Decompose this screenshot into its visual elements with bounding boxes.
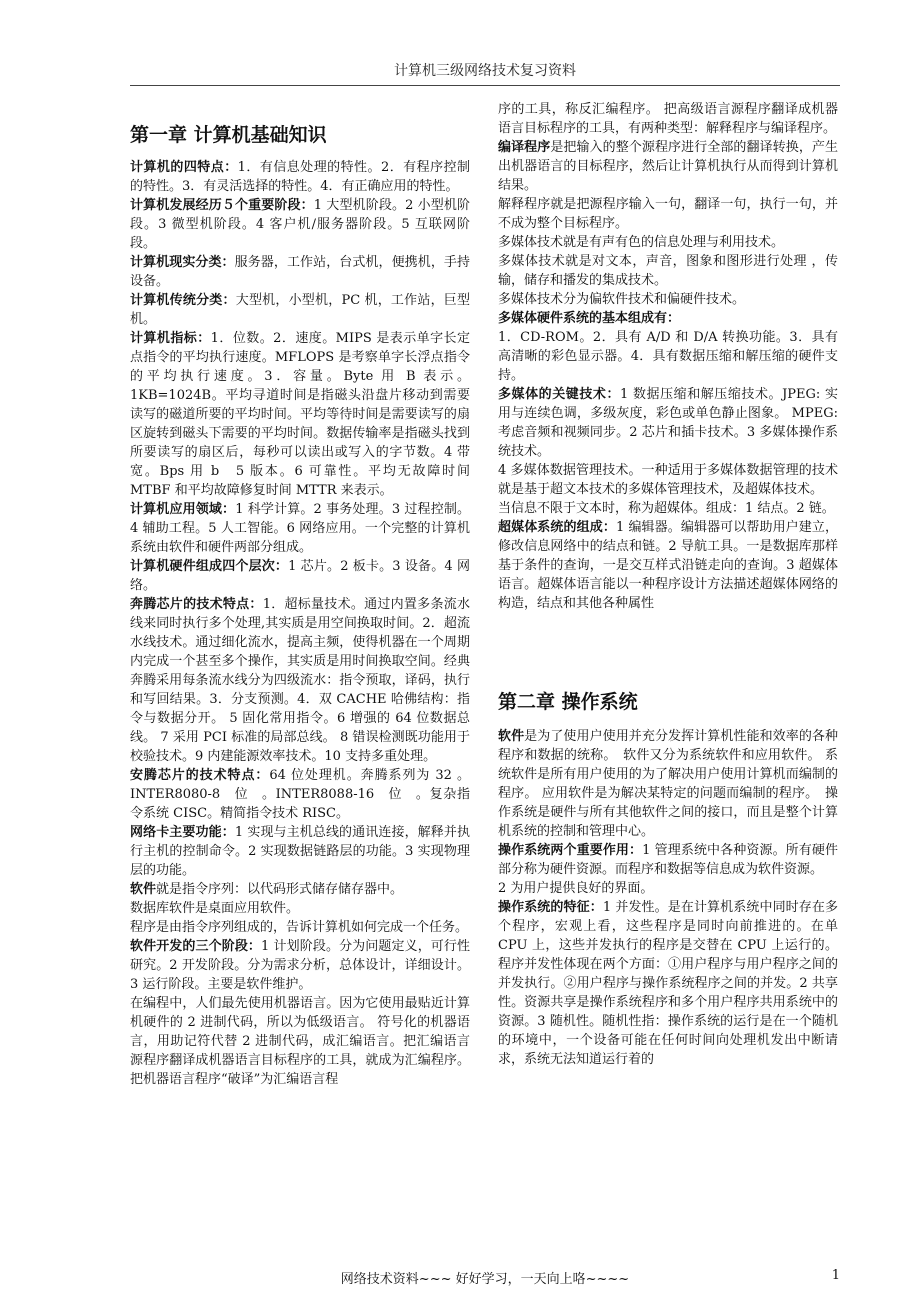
- paragraph: [130, 766, 470, 823]
- paragraph-heading: 软件: [498, 729, 525, 744]
- paragraph-text: 1 数据压缩和解压缩技术。JPEG: 实用与连续色调，多级灰度，彩色或单色静止图象。 MPEG: 考虑音频和视频同步。2 芯片和插卡技术。3 多媒体操作系统技术。: [498, 387, 838, 459]
- paragraph-text: 在编程中，人们最先使用机器语言。因为它使用最贴近计算机硬件的 2 进制代码，所以为低级语言。 符号化的机器语言，用助记符代替 2 进制代码，成汇编语言。把汇编语言源程序翻译成机器语言目标程序的工具，就成为汇编程序。 把机器语言程序“破译”为汇编语言程: [130, 996, 470, 1087]
- paragraph: [498, 290, 838, 309]
- paragraph: [498, 195, 838, 233]
- paragraph-heading: 计算机现实分类：: [130, 255, 235, 270]
- paragraph-text: 多媒体技术分为偏软件技术和偏硬件技术。: [498, 292, 746, 307]
- right-paragraphs-top: [498, 100, 838, 613]
- paragraph-text: 序的工具，称反汇编程序。 把高级语言源程序翻译成机器语言目标程序的工具，有两种类型：解释程序与编译程序。: [498, 102, 838, 136]
- page-footer: [130, 1268, 840, 1288]
- paragraph: [130, 291, 470, 329]
- paragraph-text: 1 管理系统中各种资源。所有硬件部分称为硬件资源。而程序和数据等信息成为软件资源。: [498, 843, 838, 877]
- paragraph: [130, 994, 470, 1089]
- paragraph-text: 1 编辑器。编辑器可以帮助用户建立，修改信息网络中的结点和链。2 导航工具。一是数据库那样基于条件的查询，一是交互样式沿链走向的查询。3 超媒体语言。超媒体语言能以一种程序设计方法描述超媒体网络的构造，结点和其他各种属性: [498, 520, 838, 611]
- paragraph: [498, 898, 838, 1069]
- paragraph-text: 多媒体技术就是有声有色的信息处理与利用技术。: [498, 235, 785, 250]
- paragraph-heading: 计算机传统分类：: [130, 293, 236, 308]
- paragraph-heading: 安腾芯片的技术特点：: [130, 768, 270, 783]
- paragraph-heading: 操作系统的特征：: [498, 900, 603, 915]
- paragraph-text: 1 大型机阶段。2 小型机阶段。3 微型机阶段。4 客户机/服务器阶段。5 互联网阶段。: [130, 198, 470, 251]
- paragraph-heading: 计算机的四特点：: [130, 160, 238, 175]
- paragraph-text: 1 芯片。2 板卡。3 设备。4 网络。: [130, 559, 470, 593]
- right-paragraphs-bottom: [498, 727, 838, 1069]
- chapter-1-title: 第一章 计算机基础知识: [130, 124, 327, 146]
- paragraph-text: 是为了使用户使用并充分发挥计算机性能和效率的各种程序和数据的统称。 软件又分为系统软件和应用软件。 系统软件是所有用户使用的为了解决用户使用计算机而编制的程序。 应用软件是为解决某特定的问题而编制的程序。 操作系统是硬件与所有其他软件之间的接口，而且是整个计算机系统的控制和管理中心。: [498, 729, 838, 839]
- paragraph: [498, 233, 838, 252]
- paragraph-text: 服务器，工作站，台式机，便携机，手持设备。: [130, 255, 470, 289]
- paragraph: [130, 196, 470, 253]
- paragraph-text: 数据库软件是桌面应用软件。: [130, 901, 300, 916]
- paragraph: [498, 727, 838, 841]
- paragraph-heading: 超媒体系统的组成：: [498, 520, 616, 535]
- left-column: [130, 100, 470, 1089]
- paragraph-heading: 软件开发的三个阶段：: [130, 939, 262, 954]
- paragraph-heading: 计算机应用领域：: [130, 502, 236, 517]
- paragraph-text: 程序是由指令序列组成的，告诉计算机如何完成一个任务。: [130, 920, 469, 935]
- paragraph-text: 4 多媒体数据管理技术。一种适用于多媒体数据管理的技术就是基于超文本技术的多媒体管理技术，及超媒体技术。: [498, 463, 838, 497]
- paragraph: [498, 499, 838, 518]
- paragraph: [130, 899, 470, 918]
- paragraph: [498, 879, 838, 898]
- page-header: 计算机三级网络技术复习资料: [394, 63, 576, 79]
- chapter-2-title: 第二章 操作系统: [498, 691, 638, 713]
- paragraph: [498, 385, 838, 461]
- paragraph-text: 1 科学计算。2 事务处理。3 过程控制。4 辅助工程。5 人工智能。6 网络应用。一个完整的计算机系统由软件和硬件两部分组成。: [130, 502, 470, 555]
- paragraph-heading: 多媒体的关键技术：: [498, 387, 621, 402]
- paragraph-text: 是把输入的整个源程序进行全部的翻译转换，产生出机器语言的目标程序，然后让计算机执行从而得到计算机结果。: [498, 140, 838, 193]
- paragraph-text: 1．位数。2．速度。MIPS 是表示单字长定点指令的平均执行速度。MFLOPS 是考察单字长浮点指令的平均执行速度。3．容量。Byte 用 B 表示。1KB=1024B。平均寻道时间是指磁头沿盘片移动到需要读写的磁道所要的平均时间。平均等待时间是需要读写的扇区旋转到磁头下需要的平均时间。数据传输率是指磁头找到所要读写的扇区后，每秒可以读出或写入的字节数。4 带宽。Bps 用 b 5 版本。6 可靠性。平均无故障时间 MTBF 和平均故障修复时间 MTTR 来表示。: [130, 331, 470, 498]
- paragraph-text: 1．有信息处理的特性。2．有程序控制的特性。3．有灵活选择的特性。4．有正确应用的特性。: [130, 160, 470, 194]
- header-rule: [130, 85, 840, 86]
- paragraph-text: 多媒体技术就是对文本，声音，图象和图形进行处理 ，传输，储存和播发的集成技术。: [498, 254, 838, 288]
- paragraph-text: 64 位处理机。奔腾系列为 32 。INTER8080-8 位 。INTER8088-16 位 。复杂指令系统 CISC。精简指令技术 RISC。: [130, 768, 470, 821]
- paragraph-text: 当信息不限于文本时，称为超媒体。组成：1 结点。2 链。: [498, 501, 835, 516]
- paragraph: [130, 595, 470, 766]
- paragraph: [130, 823, 470, 880]
- paragraph: [498, 841, 838, 879]
- paragraph-heading: 奔腾芯片的技术特点：: [130, 597, 263, 612]
- paragraph: [130, 253, 470, 291]
- paragraph: [498, 328, 838, 385]
- paragraph: [498, 252, 838, 290]
- paragraph: [130, 557, 470, 595]
- paragraph: [498, 138, 838, 195]
- paragraph-text: 大型机，小型机，PC 机，工作站，巨型机。: [130, 293, 470, 327]
- paragraph-text: 就是指令序列：以代码形式储存储存器中。: [156, 882, 404, 897]
- paragraph: [130, 937, 470, 994]
- paragraph: [130, 158, 470, 196]
- paragraph: [130, 500, 470, 557]
- paragraph-text: 1 计划阶段。分为问题定义，可行性研究。2 开发阶段。分为需求分析，总体设计，详细设计。3 运行阶段。主要是软件维护。: [130, 939, 470, 992]
- footer-text: 网络技术资料~~~ 好好学习，一天向上咯~~~~: [340, 1272, 630, 1287]
- paragraph: [498, 518, 838, 613]
- page-number: 1: [831, 1268, 840, 1283]
- paragraph-heading: 网络卡主要功能：: [130, 825, 235, 840]
- paragraph: [498, 100, 838, 138]
- paragraph-text: 1 并发性。是在计算机系统中同时存在多个程序，宏观上看，这些程序是同时向前推进的。在单 CPU 上，这些并发执行的程序是交替在 CPU 上运行的。 程序并发性体现在两个方面：①用户程序与用户程序之间的并发执行。②用户程序与操作系统程序之间的并发。2 共享性。资源共享是操作系统程序和多个用户程序共用系统中的资源。3 随机性。随机性指：操作系统的运行是在一个随机的环境中，一个设备可能在任何时间向处理机发出中断请求，系统无法知道运行着的: [498, 900, 838, 1067]
- paragraph-text: 1．CD-ROM。2．具有 A/D 和 D/A 转换功能。3．具有高清晰的彩色显示器。4．具有数据压缩和解压缩的硬件支持。: [498, 330, 838, 383]
- right-column: [498, 100, 838, 1069]
- paragraph-text: 1．超标量技术。通过内置多条流水线来同时执行多个处理,其实质是用空间换取时间。2．超流水线技术。通过细化流水，提高主频，使得机器在一个周期内完成一个甚至多个操作，其实质是用时间换取空间。经典奔腾采用每条流水线分为四级流水：指令预取，译码，执行和写回结果。3．分支预测。4．双 CACHE 哈佛结构：指令与数据分开。 5 固化常用指令。6 增强的 64 位数据总线。 7 采用 PCI 标准的局部总线。 8 错误检测既功能用于校验技术。9 内建能源效率技术。10 支持多重处理。: [130, 597, 470, 764]
- paragraph-heading: 软件: [130, 882, 157, 897]
- paragraph: [498, 309, 838, 328]
- paragraph-heading: 计算机硬件组成四个层次：: [130, 559, 289, 574]
- paragraph-text: 2 为用户提供良好的界面。: [498, 881, 654, 896]
- paragraph: [130, 880, 470, 899]
- paragraph: [130, 329, 470, 500]
- paragraph-heading: 计算机指标：: [130, 331, 211, 346]
- paragraph-heading: 操作系统两个重要作用：: [498, 843, 643, 858]
- paragraph: [498, 461, 838, 499]
- paragraph-text: 解释程序就是把源程序输入一句，翻译一句，执行一句，并不成为整个目标程序。: [498, 197, 838, 231]
- paragraph: [130, 918, 470, 937]
- paragraph-heading: 编译程序: [498, 140, 551, 155]
- paragraph-text: 1 实现与主机总线的通讯连接，解释并执行主机的控制命令。2 实现数据链路层的功能。3 实现物理层的功能。: [130, 825, 470, 878]
- left-paragraphs: [130, 158, 470, 1089]
- paragraph-heading: 多媒体硬件系统的基本组成有：: [498, 311, 681, 326]
- paragraph-heading: 计算机发展经历５个重要阶段：: [130, 198, 314, 213]
